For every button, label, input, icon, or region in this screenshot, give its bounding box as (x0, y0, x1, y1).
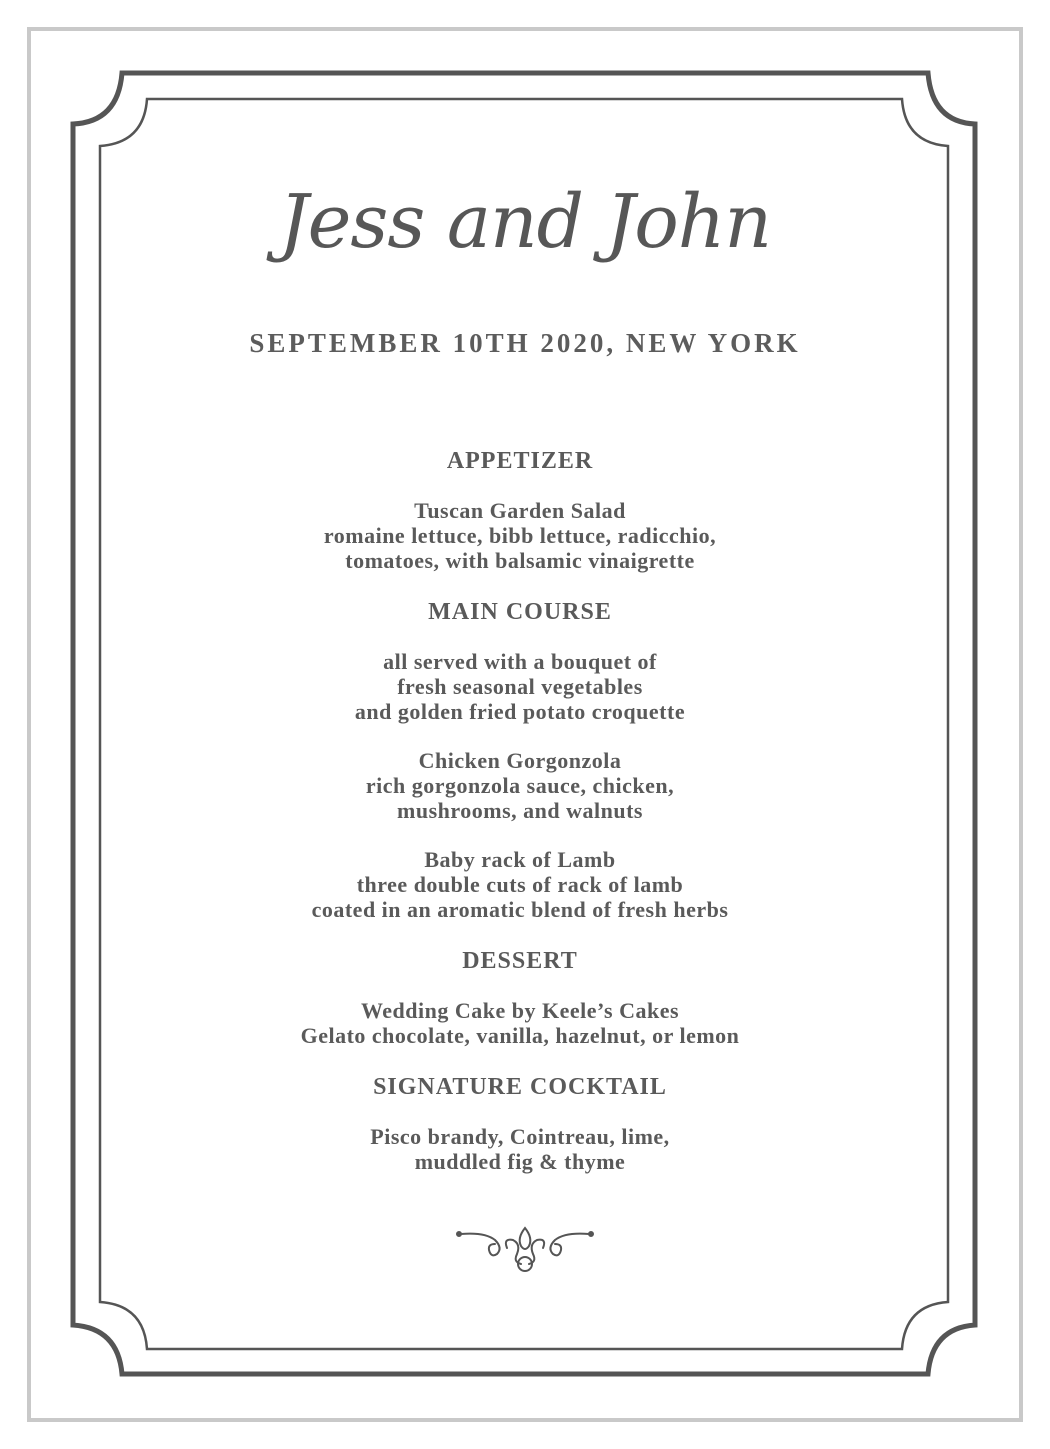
event-date-location: SEPTEMBER 10TH 2020, NEW YORK (249, 328, 801, 358)
dish-line: Chicken Gorgonzola (418, 748, 622, 773)
dish-line: Baby rack of Lamb (424, 847, 616, 872)
dish-line: and golden fried potato croquette (354, 699, 686, 724)
dish-main-sides (150, 649, 890, 724)
dish-line: Wedding Cake by Keele’s Cakes (360, 998, 680, 1023)
section-heading-signature-cocktail: SIGNATURE COCKTAIL (373, 1074, 667, 1100)
dish-line: rich gorgonzola sauce, chicken, (365, 773, 675, 798)
dish-line: all served with a bouquet of (383, 649, 657, 674)
couple-names: Jess and John (278, 179, 772, 265)
dish-line: tomatoes, with balsamic vinaigrette (345, 548, 695, 573)
menu-body (150, 446, 890, 1198)
dish-dessert (150, 998, 890, 1048)
dish-line: Pisco brandy, Cointreau, lime, (370, 1124, 670, 1149)
dish-line: coated in an aromatic blend of fresh herbs (311, 897, 729, 922)
dish-cocktail (150, 1124, 890, 1174)
dish-line: romaine lettuce, bibb lettuce, radicchio, (323, 523, 717, 548)
dish-line: fresh seasonal vegetables (397, 674, 643, 699)
dish-line: Gelato chocolate, vanilla, hazelnut, or lemon (300, 1023, 740, 1048)
dish-line: muddled fig & thyme (414, 1149, 626, 1174)
dish-line: Tuscan Garden Salad (414, 498, 626, 523)
flourish-divider-icon (455, 1222, 595, 1274)
dish-line: three double cuts of rack of lamb (356, 872, 684, 897)
dish-chicken-gorgonzola (150, 748, 890, 823)
section-heading-dessert: DESSERT (462, 948, 578, 974)
dish-tuscan-salad (150, 498, 890, 573)
dish-line: mushrooms, and walnuts (397, 798, 643, 823)
dish-rack-of-lamb (150, 847, 890, 922)
section-heading-main-course: MAIN COURSE (428, 599, 612, 625)
section-heading-appetizer: APPETIZER (446, 448, 594, 474)
